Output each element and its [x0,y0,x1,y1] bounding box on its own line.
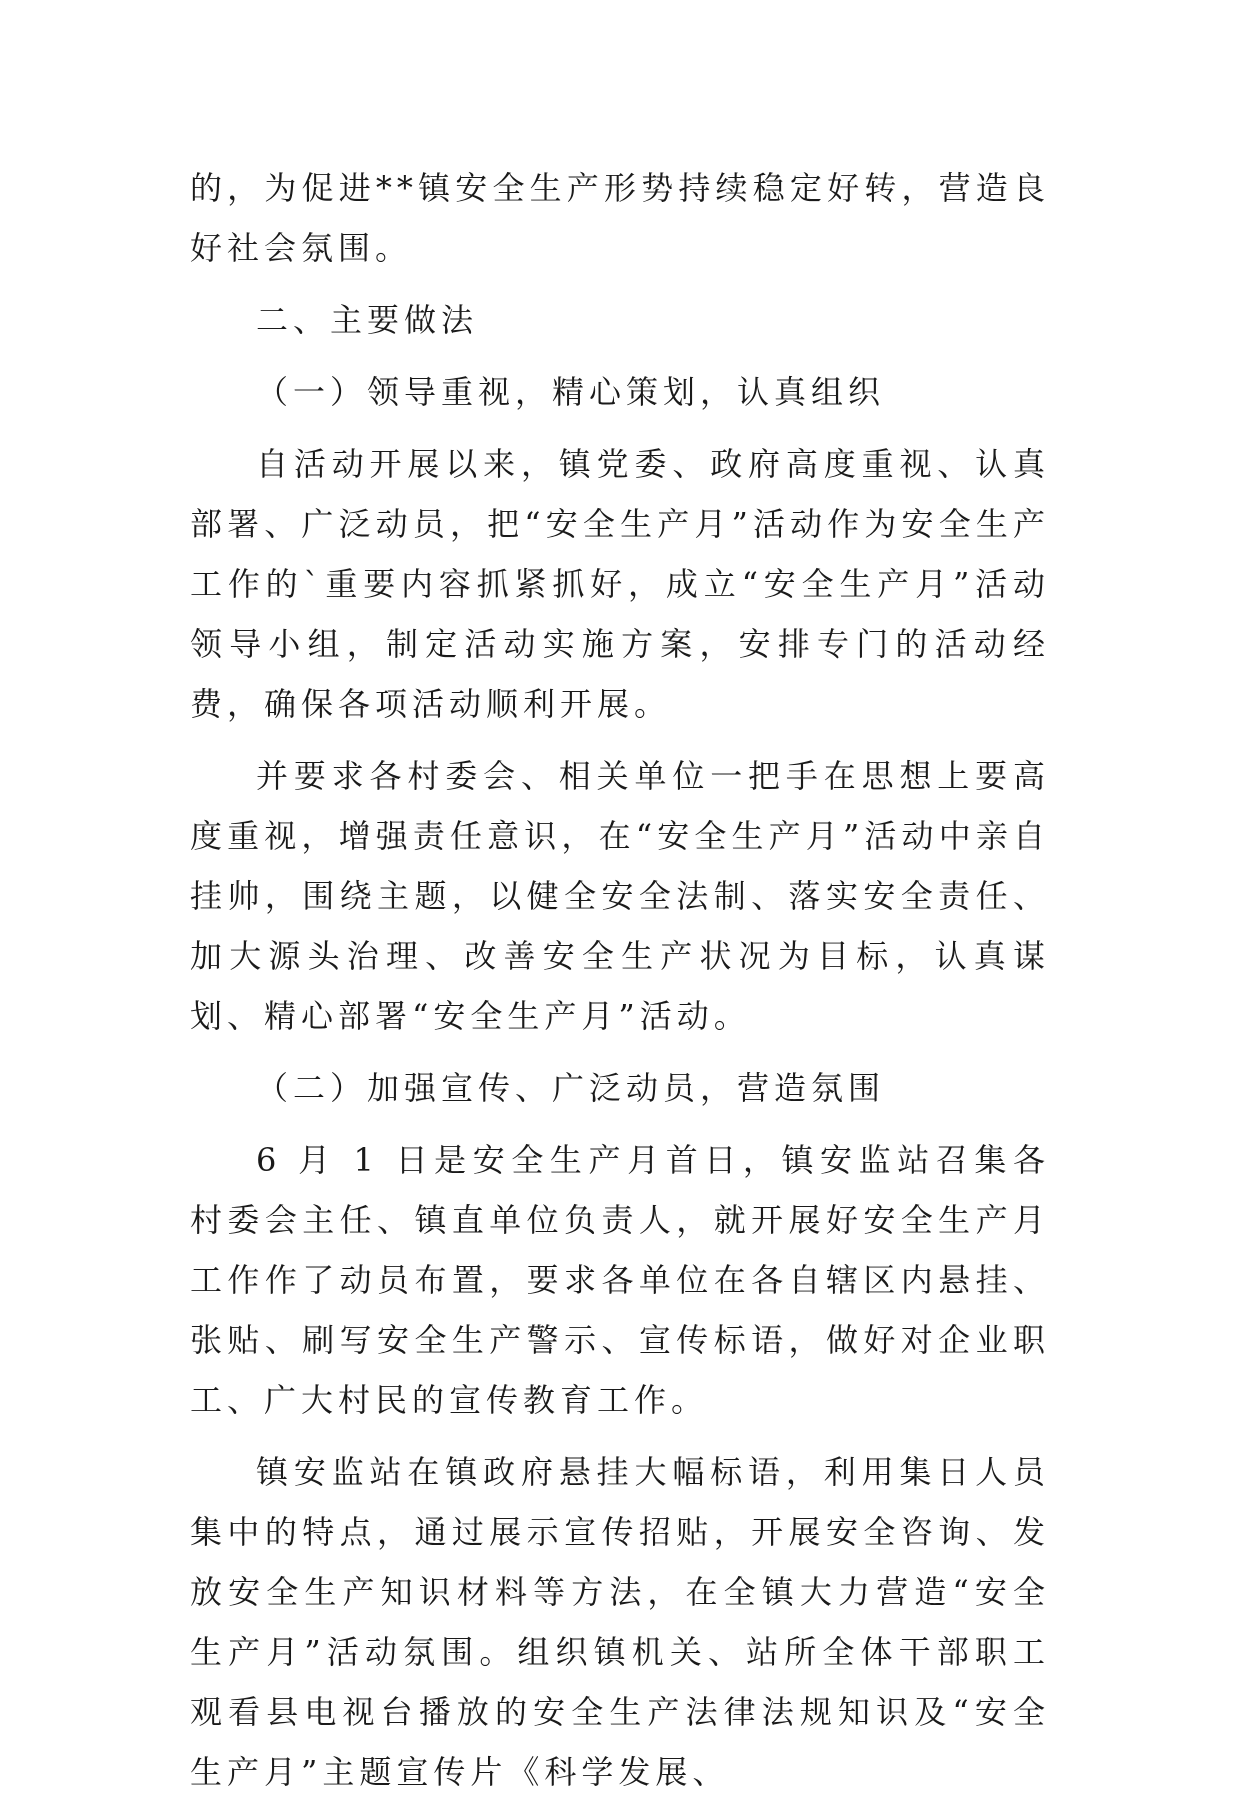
paragraph-body: 并要求各村委会、相关单位一把手在思想上要高度重视，增强责任意识，在“安全生产月”活动中亲自挂帅，围绕主题，以健全安全法制、落实安全责任、加大源头治理、改善安全生产状况为目标，认真谋划、精心部署“安全生产月”活动。 [190,757,1050,1035]
subsection-heading-leadership: （一）领导重视，精心策划，认真组织 [256,373,886,411]
document-body [190,158,1050,1802]
paragraph-continuation: 的，为促进**镇安全生产形势持续稳定好转，营造良好社会氛围。 [190,169,1050,267]
paragraph-body: 镇安监站在镇政府悬挂大幅标语，利用集日人员集中的特点，通过展示宣传招贴，开展安全咨询、发放安全生产知识材料等方法，在全镇大力营造“安全生产月”活动氛围。组织镇机关、站所全体干部职工观看县电视台播放的安全生产法律法规知识及“安全生产月”主题宣传片《科学发展、 [190,1453,1050,1791]
paragraph-body: 自活动开展以来，镇党委、政府高度重视、认真部署、广泛动员，把“安全生产月”活动作为安全生产工作的`重要内容抓紧抓好，成立“安全生产月”活动领导小组，制定活动实施方案，安排专门的活动经费，确保各项活动顺利开展。 [190,445,1050,723]
section-heading-main-practices: 二、主要做法 [256,301,479,339]
paragraph-body: 6 月 1 日是安全生产月首日，镇安监站召集各村委会主任、镇直单位负责人，就开展好安全生产月工作作了动员布置，要求各单位在各自辖区内悬挂、张贴、刷写安全生产警示、宣传标语，做好对企业职工、广大村民的宣传教育工作。 [190,1141,1050,1419]
subsection-heading-publicity: （二）加强宣传、广泛动员，营造氛围 [256,1069,886,1107]
